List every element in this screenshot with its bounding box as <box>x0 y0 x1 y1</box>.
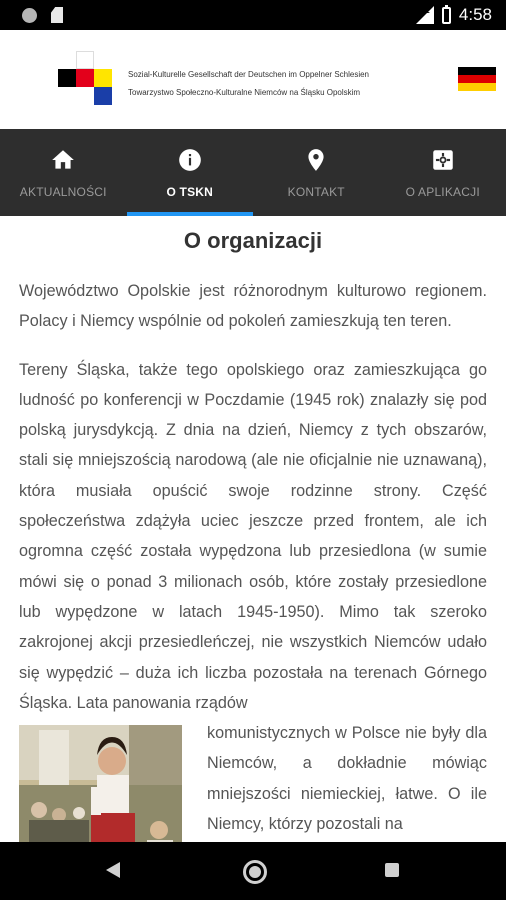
paragraph-continued: komunistycznych w Polsce nie były dla Niemców, a dokładnie mówiąc mniejszości niemieckiej, łatwe. O ile Niemcy, którzy pozostali na <box>207 724 487 834</box>
notification-dot-icon <box>22 8 37 23</box>
org-name <box>128 66 369 102</box>
tab-o-aplikacji[interactable] <box>380 129 506 216</box>
signal-icon <box>416 6 434 24</box>
paragraph-history: Tereny Śląska, także tego opolskiego oraz zamieszkująca go ludność po konferencji w Poczdamie (1945 rok) znalazły się pod polską jurysdykcją. Z dnia na dzień, Niemcy z tych obszarów, stali się mniejszością narodową (ale nie oficjalnie nie uznawaną), która musiała opuścić swoje rodzinne strony. Część społeczeństwa zdążyła uciec jeszcze przed frontem, ale ich ogromna część została wypędzona lub przesiedlona (w sumie mówi się o ponad 3 milionach osób, które zostały przesiedlone lub wypędzone w latach 1945-1950). Mimo tak szeroko zakrojonej akcji przesiedleńczej, nie wszystkich Niemców udało się wypędzić – duża ich liczba pozostała na terenach Górnego Śląska. Lata panowania rządów <box>19 360 487 712</box>
tab-o-tskn[interactable] <box>127 129 254 216</box>
info-icon <box>177 147 203 173</box>
page-title: O organizacji <box>183 228 323 253</box>
settings-icon <box>430 147 456 173</box>
content-scroll-area[interactable] <box>0 216 506 842</box>
tab-bar <box>0 129 506 216</box>
tab-aktualnosci[interactable] <box>0 129 127 216</box>
navigation-bar <box>0 842 506 900</box>
org-name-pl: Towarzystwo Społeczno-Kulturalne Niemców na Śląsku Opolskim <box>128 88 361 97</box>
battery-icon <box>442 7 451 24</box>
tab-label: O APLIKACJI <box>405 185 480 199</box>
status-bar <box>0 0 506 30</box>
home-circle-icon[interactable] <box>243 860 267 884</box>
tab-label: KONTAKT <box>287 185 345 199</box>
location-pin-icon <box>303 147 329 173</box>
org-name-de: Sozial-Kulturelle Gesellschaft der Deutschen im Oppelner Schlesien <box>128 70 370 79</box>
tab-label: AKTUALNOŚCI <box>19 185 107 199</box>
paragraph-intro: Województwo Opolskie jest różnorodnym kulturowo regionem. Polacy i Niemcy wspólnie od pokoleń zamieszkują ten teren. <box>19 282 487 331</box>
back-icon[interactable] <box>106 862 120 878</box>
folk-dancer-photo <box>19 725 182 842</box>
tab-label: O TSKN <box>166 185 214 199</box>
recent-apps-icon[interactable] <box>385 863 399 877</box>
article-photo <box>19 725 182 842</box>
german-flag-icon[interactable] <box>458 67 496 91</box>
home-icon <box>50 147 76 173</box>
tab-kontakt[interactable] <box>253 129 380 216</box>
tskn-logo <box>58 51 112 105</box>
sd-card-icon <box>51 7 63 23</box>
status-time: 4:58 <box>458 5 492 24</box>
paragraph-with-photo <box>19 718 487 839</box>
lte-label: LTE <box>416 8 430 15</box>
